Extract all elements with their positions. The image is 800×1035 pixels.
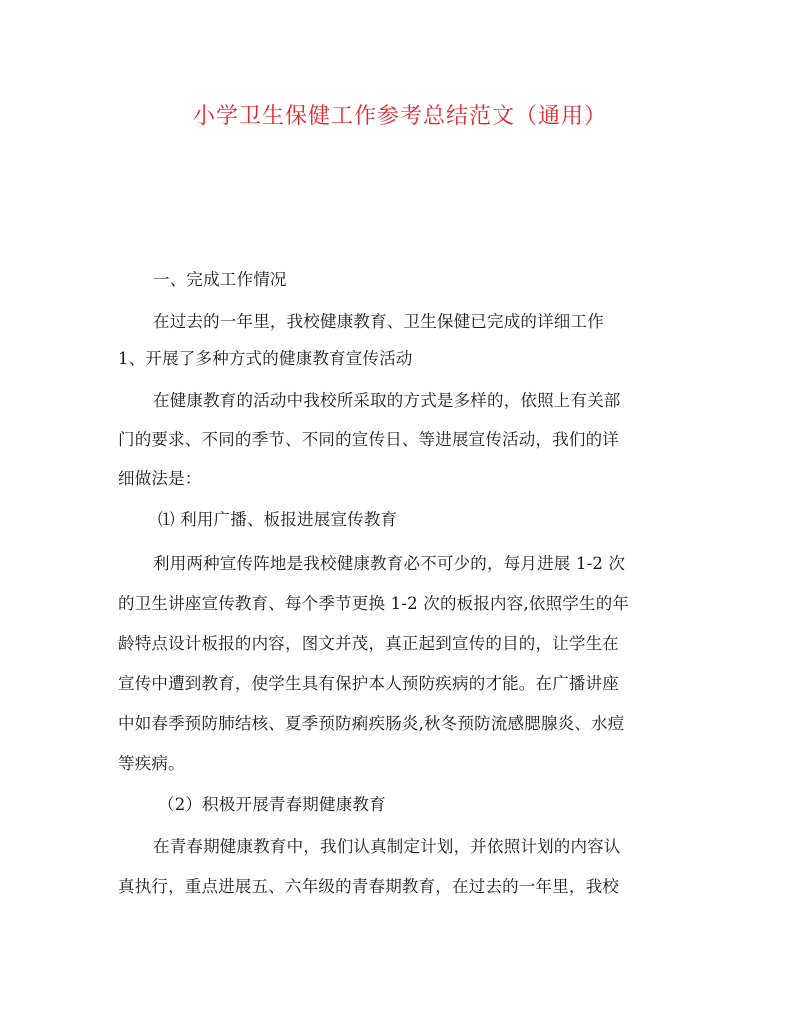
- paragraph-line: 中如春季预防肺结核、夏季预防痢疾肠炎,秋冬预防流感腮腺炎、水痘: [118, 714, 625, 733]
- paragraph-line: 细做法是：: [118, 469, 202, 488]
- item-heading-1: ⑴ 利用广播、板报进展宣传教育: [158, 510, 398, 529]
- paragraph-line: 门的要求、不同的季节、不同的宣传日、等进展宣传活动，我们的详: [118, 430, 619, 449]
- paragraph-line: 在健康教育的活动中我校所采取的方式是多样的，依照上有关部: [153, 391, 621, 410]
- paragraph-line: 等疾病。: [118, 754, 185, 773]
- paragraph-line: 在过去的一年里，我校健康教育、卫生保健已完成的详细工作: [153, 312, 604, 331]
- item-heading-2: （2）积极开展青春期健康教育: [158, 795, 386, 814]
- subsection-heading-1: 1、开展了多种方式的健康教育宣传活动: [118, 349, 413, 368]
- paragraph-line: 宣传中遭到教育，使学生具有保护本人预防疾病的才能。在广播讲座: [118, 674, 619, 693]
- paragraph-line: 龄特点设计板报的内容，图文并茂，真正起到宣传的目的，让学生在: [118, 634, 619, 653]
- paragraph-line: 在青春期健康教育中，我们认真制定计划，并依照计划的内容认: [153, 837, 621, 856]
- section-heading-1: 一、完成工作情况: [153, 270, 287, 289]
- paragraph-line: 的卫生讲座宣传教育、每个季节更换 1-2 次的板报内容,依照学生的年: [118, 594, 630, 613]
- paragraph-line: 利用两种宣传阵地是我校健康教育必不可少的，每月进展 1-2 次: [153, 554, 626, 573]
- document-title: 小学卫生保健工作参考总结范文（通用）: [192, 104, 607, 129]
- paragraph-line: 真执行，重点进展五、六年级的青春期教育，在过去的一年里，我校: [118, 877, 619, 896]
